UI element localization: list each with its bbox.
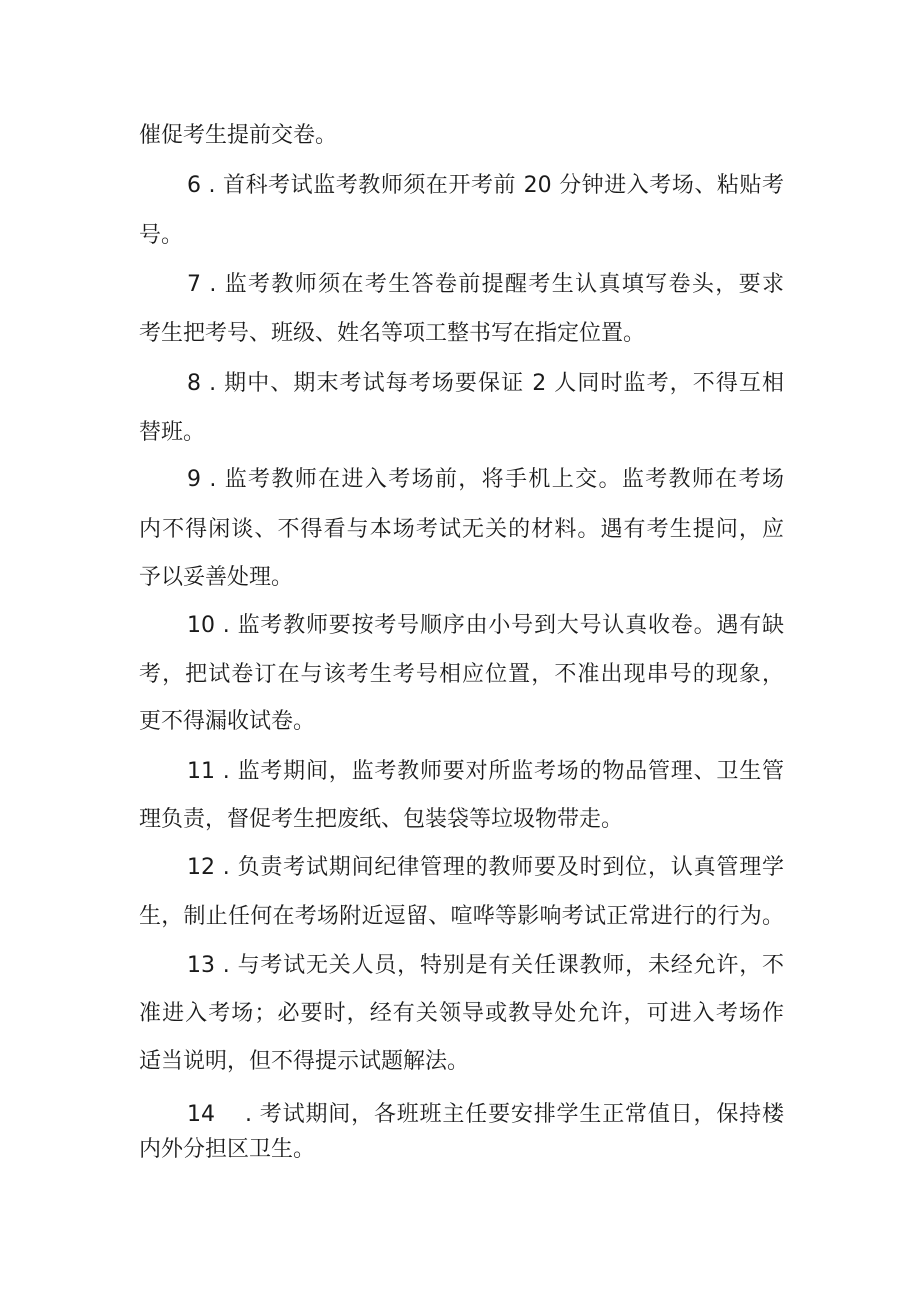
item-9-line-1: 9 . 监考教师在进入考场前，将手机上交。监考教师在考场 xyxy=(187,467,784,492)
item-6-line-2: 号。 xyxy=(139,223,184,248)
item-14-number: 14 xyxy=(187,1102,215,1127)
item-13-line-3: 适当说明，但不得提示试题解法。 xyxy=(139,1049,470,1074)
item-10-line-1: 10 . 监考教师要按考号顺序由小号到大号认真收卷。遇有缺 xyxy=(187,613,784,638)
item-9-line-3: 予以妥善处理。 xyxy=(139,565,294,590)
item-7-line-2: 考生把考号、班级、姓名等项工整书写在指定位置。 xyxy=(139,321,646,346)
item-13-line-1: 13 . 与考试无关人员，特别是有关任课教师，未经允许，不 xyxy=(187,953,784,978)
item-10-line-3: 更不得漏收试卷。 xyxy=(139,709,316,734)
item-6-line-1: 6 . 首科考试监考教师须在开考前 20 分钟进入考场、粘贴考 xyxy=(187,173,784,198)
item-7-line-1: 7 . 监考教师须在考生答卷前提醒考生认真填写卷头，要求 xyxy=(187,272,784,297)
item-14-line-1 xyxy=(187,1098,784,1132)
item-13-line-2: 准进入考场；必要时，经有关领导或教导处允许，可进入考场作 xyxy=(139,1001,784,1026)
item-14-line-1-text: . 考试期间，各班班主任要安排学生正常值日，保持楼 xyxy=(245,1102,784,1127)
item-8-line-1: 8 . 期中、期末考试每考场要保证 2 人同时监考，不得互相 xyxy=(187,371,784,396)
item-10-line-2: 考，把试卷订在与该考生考号相应位置，不准出现串号的现象， xyxy=(139,662,784,687)
item-12-line-2: 生，制止任何在考场附近逗留、喧哗等影响考试正常进行的行为。 xyxy=(139,904,784,929)
item-12-line-1: 12 . 负责考试期间纪律管理的教师要及时到位，认真管理学 xyxy=(187,855,784,880)
item-9-line-2: 内不得闲谈、不得看与本场考试无关的材料。遇有考生提问，应 xyxy=(139,517,784,542)
item-11-line-2: 理负责，督促考生把废纸、包装袋等垃圾物带走。 xyxy=(139,807,624,832)
text-line: 催促考生提前交卷。 xyxy=(139,123,338,148)
item-8-line-2: 替班。 xyxy=(139,420,206,445)
item-11-line-1: 11 . 监考期间，监考教师要对所监考场的物品管理、卫生管 xyxy=(187,759,784,784)
item-14-line-2: 内外分担区卫生。 xyxy=(139,1137,316,1162)
